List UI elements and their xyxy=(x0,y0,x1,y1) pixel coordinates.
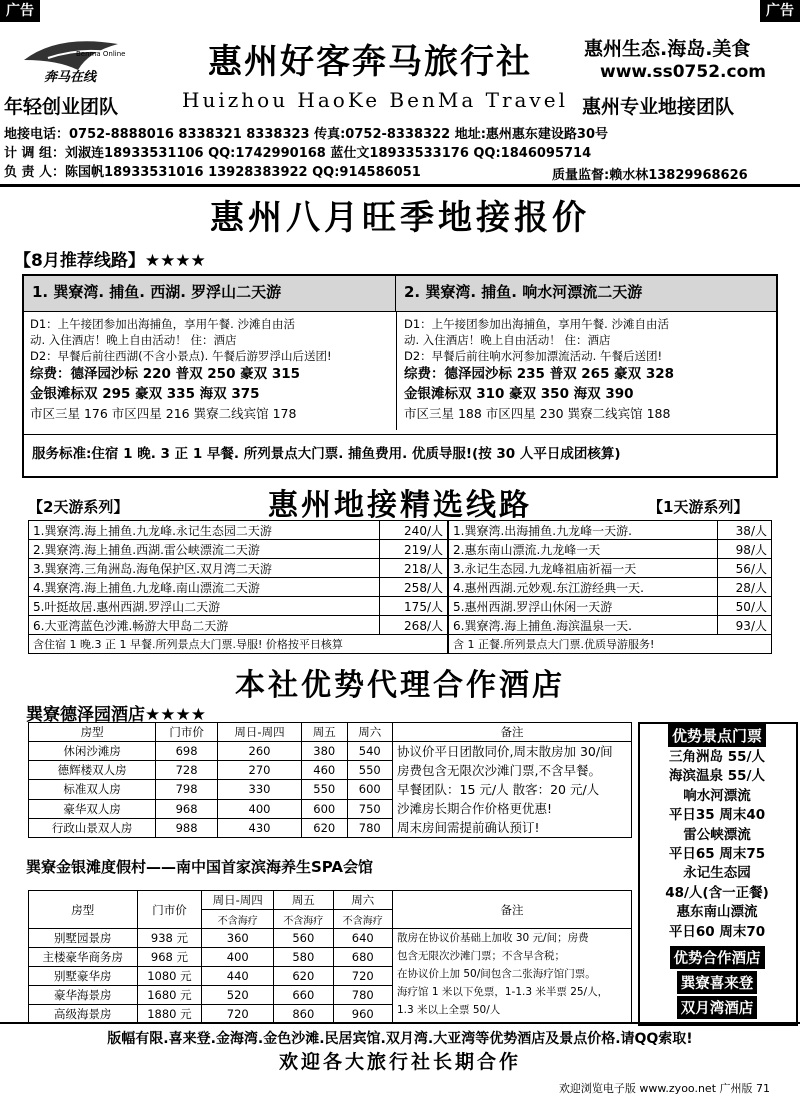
two-day-table xyxy=(28,520,448,654)
series-1-label: 【1天游系列】 xyxy=(648,498,749,516)
footer-bottom: 欢迎浏览电子版 www.zyoo.net 广州版 71 xyxy=(558,1082,770,1095)
side-line: 平日60 周末70 xyxy=(668,923,766,940)
hotel-1-cell: 750 xyxy=(347,799,393,818)
list-row xyxy=(29,597,448,616)
hotel-1-note-line: 房费包含无限次沙滩门票,不含早餐。 xyxy=(397,763,601,778)
contact-line-3: 负 责 人：陈国帆18933531016 13928383922 QQ:914586051 xyxy=(4,165,421,180)
hotel-1-note-line: 周末房间需提前确认预订! xyxy=(397,820,540,835)
hotel-1-cell: 260 xyxy=(217,742,301,761)
side-badge-wrap xyxy=(640,946,794,969)
hotel-1-cell: 330 xyxy=(217,780,301,799)
hotel-1-note-line: 协议价平日团散同价,周末散房加 30/间 xyxy=(397,744,613,759)
route-price: 175/人 xyxy=(380,597,448,616)
side-line: 海滨温泉 55/人 xyxy=(669,768,765,785)
hotel-1-header: 周六 xyxy=(347,723,393,742)
hotel-1-cell: 698 xyxy=(156,742,218,761)
route-2-d1: D1：上午接团参加出海捕鱼，享用午餐. 沙滩自由活 xyxy=(404,317,669,331)
hotel-2-cell: 968 元 xyxy=(137,948,202,967)
hotel-2-cell: 520 xyxy=(202,986,274,1005)
hotel-2-cell: 680 xyxy=(333,948,392,967)
hotel-2-note-line: 散房在协议价基础上加收 30 元/间；房费 xyxy=(397,932,589,944)
route-name: 6.巽寮湾.海上捕鱼.海滨温泉一天. xyxy=(449,616,718,635)
side-title-badge: 优势景点门票 xyxy=(668,724,766,747)
hotel-1-cell: 968 xyxy=(156,799,218,818)
hotel-1-cell: 270 xyxy=(217,761,301,780)
route-name: 2.惠东南山漂流.九龙峰一天 xyxy=(449,540,718,559)
hotel-2-cell: 560 xyxy=(274,929,333,948)
route-divider xyxy=(396,312,397,430)
route-2-d2: D2：早餐后前往响水河参加漂流活动. 午餐后送团! xyxy=(404,349,663,363)
footer-line-2: 欢迎各大旅行社长期合作 xyxy=(278,1051,521,1073)
hotel-1-cell: 988 xyxy=(156,818,218,837)
hotel-2-subheader: 不含海疗 xyxy=(274,910,333,929)
hotel-2-cell: 1680 元 xyxy=(137,986,202,1005)
hotel-1-cell: 550 xyxy=(347,761,393,780)
hotel-2-header: 周五 xyxy=(274,891,333,910)
side-badge: 巽寮喜来登 xyxy=(677,971,758,994)
series-2-label: 【2天游系列】 xyxy=(28,498,129,516)
hotel-2-header: 周六 xyxy=(333,891,392,910)
hotel-2-cell: 主楼豪华商务房 xyxy=(29,948,138,967)
hotel-1-cell: 798 xyxy=(156,780,218,799)
side-badge: 双月湾酒店 xyxy=(677,996,758,1019)
hotel-1-header: 房型 xyxy=(29,723,156,742)
hotel-1-cell: 400 xyxy=(217,799,301,818)
side-badge-wrap xyxy=(640,971,794,994)
list-row xyxy=(449,578,772,597)
side-line: 三角洲岛 55/人 xyxy=(669,749,765,765)
hotel-1-header: 周五 xyxy=(302,723,347,742)
hotel-2-cell: 1880 元 xyxy=(137,1005,202,1024)
hotel-1-note-line: 沙滩房长期合作价格更优惠! xyxy=(397,801,553,816)
hotel-1-cell: 728 xyxy=(156,761,218,780)
hotel-2-note-line: 包含无限次沙滩门票；不含早含税； xyxy=(397,950,565,962)
hotel-2-cell: 400 xyxy=(202,948,274,967)
list-row xyxy=(449,597,772,616)
list-row xyxy=(449,559,772,578)
hotel-2-cell: 高级海景房 xyxy=(29,1005,138,1024)
route-1-price-2: 金银滩标双 295 豪双 335 海双 375 xyxy=(30,386,260,402)
route-name: 3.永记生态园.九龙峰祖庙祈福一天 xyxy=(449,559,718,578)
hotel-1-cell: 780 xyxy=(347,818,393,837)
list-row xyxy=(449,540,772,559)
hotel-2-subheader: 不含海疗 xyxy=(333,910,392,929)
hotel-2-cell: 1080 元 xyxy=(137,967,202,986)
hotel-1-note xyxy=(393,742,632,838)
route-1-price-1: 综费：德泽园沙标 220 普双 250 豪双 315 xyxy=(30,366,301,382)
hotel-2-cell: 660 xyxy=(274,986,333,1005)
hotel-1-header: 备注 xyxy=(393,723,632,742)
route-2-price-2: 金银滩标双 310 豪双 350 海双 390 xyxy=(404,386,634,402)
list-row xyxy=(449,616,772,635)
side-badge: 优势合作酒店 xyxy=(670,946,765,969)
route-name: 3.巽寮湾.三角洲岛.海龟保护区.双月湾二天游 xyxy=(29,559,380,578)
logo-text: 奔马在线 xyxy=(44,70,97,85)
recommend-label: 【8月推荐线路】★★★★ xyxy=(14,251,206,271)
one-day-note: 含 1 正餐.所列景点大门票.优质导游服务! xyxy=(449,635,772,654)
route-name: 5.惠州西湖.罗浮山休闲一天游 xyxy=(449,597,718,616)
website: www.ss0752.com xyxy=(600,62,766,82)
ad-tag-right: 广告 xyxy=(760,0,800,22)
route-price: 218/人 xyxy=(380,559,448,578)
hotel-2-table xyxy=(28,890,632,1024)
route-name: 4.巽寮湾.海上捕鱼.九龙峰.南山漂流二天游 xyxy=(29,578,380,597)
hotel-1-cell: 行政山景双人房 xyxy=(29,818,156,837)
hotel-1-cell: 430 xyxy=(217,818,301,837)
logo-small-text: Benma Online xyxy=(76,50,126,58)
route-price: 38/人 xyxy=(717,521,771,540)
list-row xyxy=(449,521,772,540)
hotel-2-row xyxy=(29,929,632,948)
hotel-1-row xyxy=(29,742,632,761)
main-title: 惠州八月旺季地接报价 xyxy=(210,198,590,238)
hotel-2-cell: 620 xyxy=(274,967,333,986)
service-divider xyxy=(24,434,776,435)
hotel-2-cell: 640 xyxy=(333,929,392,948)
hotel-2-note-line: 在协议价上加 50/间包含二张海疗馆门票。 xyxy=(397,968,596,980)
route-price: 268/人 xyxy=(380,616,448,635)
side-line: 永记生态园 xyxy=(683,865,751,882)
hotel-1-cell: 标准双人房 xyxy=(29,780,156,799)
route-price: 219/人 xyxy=(380,540,448,559)
recommend-box xyxy=(22,274,778,478)
route-1-d1: D1：上午接团参加出海捕鱼，享用午餐. 沙滩自由活 xyxy=(30,317,295,331)
route-name: 6.大亚湾蓝色沙滩.畅游大甲岛二天游 xyxy=(29,616,380,635)
service-standard: 服务标准:住宿 1 晚. 3 正 1 早餐. 所列景点大门票. 捕鱼费用. 优质导服!(按 30 人平日成团核算) xyxy=(32,446,621,462)
route-1-title: 1. 巽寮湾. 捕鱼. 西湖. 罗浮山二天游 xyxy=(24,276,396,312)
side-line: 响水河漂流 xyxy=(683,787,751,804)
hotel-2-header: 备注 xyxy=(393,891,632,929)
list-row xyxy=(29,616,448,635)
route-price: 56/人 xyxy=(717,559,771,578)
route-name: 2.巽寮湾.海上捕鱼.西湖.雷公峡漂流二天游 xyxy=(29,540,380,559)
hotel-2-cell: 720 xyxy=(202,1005,274,1024)
side-title xyxy=(640,724,794,747)
select-title: 惠州地接精选线路 xyxy=(268,488,532,523)
side-badge-wrap xyxy=(640,996,794,1019)
hotel-2-cell: 440 xyxy=(202,967,274,986)
hotel-1-name: 巽寮德泽园酒店★★★★ xyxy=(26,705,206,725)
hotel-2-cell: 580 xyxy=(274,948,333,967)
ad-tag-left: 广告 xyxy=(0,0,40,22)
hotel-1-cell: 550 xyxy=(302,780,347,799)
quality-supervisor: 质量监督:赖水林13829968626 xyxy=(552,168,748,183)
route-price: 28/人 xyxy=(717,578,771,597)
route-price: 240/人 xyxy=(380,521,448,540)
hotel-2-cell: 别墅豪华房 xyxy=(29,967,138,986)
route-name: 1.巽寮湾.出海捕鱼.九龙峰一天游. xyxy=(449,521,718,540)
one-day-table xyxy=(448,520,772,654)
hotel-1-cell: 600 xyxy=(347,780,393,799)
logo xyxy=(18,30,138,84)
route-name: 5.叶挺故居.惠州西湖.罗浮山二天游 xyxy=(29,597,380,616)
hotel-2-name: 巽寮金银滩度假村——南中国首家滨海养生SPA会馆 xyxy=(26,858,374,876)
hotel-1-header: 门市价 xyxy=(156,723,218,742)
route-name: 1.巽寮湾.海上捕鱼.九龙峰.永记生态园二天游 xyxy=(29,521,380,540)
hotel-1-note-line: 早餐团队：15 元/人 散客：20 元/人 xyxy=(397,782,600,797)
contact-line-1: 地接电话：0752-8888016 8338321 8338323 传真:0752-8338322 地址:惠州惠东建设路30号 xyxy=(4,127,609,142)
route-price: 98/人 xyxy=(717,540,771,559)
route-1-price-3: 市区三星 176 市区四星 216 巽寮二线宾馆 178 xyxy=(30,406,297,421)
route-price: 93/人 xyxy=(717,616,771,635)
hotel-2-cell: 860 xyxy=(274,1005,333,1024)
hotel-2-cell: 938 元 xyxy=(137,929,202,948)
hotel-title: 本社优势代理合作酒店 xyxy=(235,668,565,703)
hotel-2-cell: 780 xyxy=(333,986,392,1005)
hotel-2-cell: 360 xyxy=(202,929,274,948)
route-2-d1b: 动. 入住酒店！晚上自由活动！ 住：酒店 xyxy=(404,333,611,347)
hotel-1-cell: 德辉楼双人房 xyxy=(29,761,156,780)
side-line: 48/人(含一正餐) xyxy=(665,884,769,901)
hotel-2-header: 周日-周四 xyxy=(202,891,274,910)
hotel-1-cell: 豪华双人房 xyxy=(29,799,156,818)
hotel-1-cell: 540 xyxy=(347,742,393,761)
route-1-body xyxy=(30,316,392,424)
route-2-title: 2. 巽寮湾. 捕鱼. 响水河漂流二天游 xyxy=(396,276,776,312)
route-2-price-1: 综费：德泽园沙标 235 普双 265 豪双 328 xyxy=(404,366,675,382)
route-2-body xyxy=(404,316,770,424)
hotel-2-note xyxy=(393,929,632,1024)
hotel-1-cell: 600 xyxy=(302,799,347,818)
list-row xyxy=(29,540,448,559)
brand-name: 惠州好客奔马旅行社 xyxy=(208,42,532,82)
hotel-1-cell: 620 xyxy=(302,818,347,837)
side-badges xyxy=(640,944,794,1021)
slogan-right-1: 惠州生态.海岛.美食 xyxy=(584,38,751,60)
hotel-2-cell: 豪华海景房 xyxy=(29,986,138,1005)
footer-line-1: 版幅有限.喜来登.金海湾.金色沙滩.民居宾馆.双月湾.大亚湾等优势酒店及景点价格.请QQ索取! xyxy=(107,1031,693,1047)
hotel-2-header: 门市价 xyxy=(137,891,202,929)
list-row xyxy=(29,559,448,578)
hotel-1-cell: 460 xyxy=(302,761,347,780)
hotel-2-cell: 960 xyxy=(333,1005,392,1024)
side-line: 雷公峡漂流 xyxy=(683,826,751,843)
hotel-2-cell: 别墅园景房 xyxy=(29,929,138,948)
divider xyxy=(0,184,800,187)
hotel-1-cell: 380 xyxy=(302,742,347,761)
hotel-1-table xyxy=(28,722,632,838)
slogan-right-2: 惠州专业地接团队 xyxy=(582,96,735,118)
side-lines xyxy=(640,748,794,942)
route-2-price-3: 市区三星 188 市区四星 230 巽寮二线宾馆 188 xyxy=(404,406,671,421)
route-name: 4.惠州西湖.元妙观.东江游经典一天. xyxy=(449,578,718,597)
side-line: 惠东南山漂流 xyxy=(676,904,758,921)
slogan-left: 年轻创业团队 xyxy=(4,96,119,118)
two-day-note: 含住宿 1 晚.3 正 1 早餐.所列景点大门票.导服! 价格按平日核算 xyxy=(29,635,448,654)
side-line: 平日65 周末75 xyxy=(668,846,766,863)
list-row xyxy=(29,578,448,597)
hotel-2-cell: 720 xyxy=(333,967,392,986)
route-1-d2: D2：早餐后前往西湖(不含小景点). 午餐后游罗浮山后送团! xyxy=(30,349,332,363)
brand-english: Huizhou HaoKe BenMa Travel xyxy=(182,88,568,112)
footer-divider xyxy=(0,1022,800,1024)
hotel-1-header: 周日-周四 xyxy=(217,723,301,742)
list-row xyxy=(29,521,448,540)
hotel-2-subheader: 不含海疗 xyxy=(202,910,274,929)
hotel-2-note-line: 海疗馆 1 米以下免票，1-1.3 米半票 25/人， xyxy=(397,986,609,998)
route-1-d1b: 动. 入住酒店！晚上自由活动！ 住：酒店 xyxy=(30,333,237,347)
route-price: 258/人 xyxy=(380,578,448,597)
hotel-2-note-line: 1.3 米以上全票 50/人 xyxy=(397,1004,501,1016)
route-price: 50/人 xyxy=(717,597,771,616)
hotel-2-header: 房型 xyxy=(29,891,138,929)
hotel-1-cell: 休闲沙滩房 xyxy=(29,742,156,761)
side-line: 平日35 周末40 xyxy=(668,807,766,824)
contact-line-2: 计 调 组：刘淑连18933531106 QQ:1742990168 蓝仕文18933533176 QQ:1846095714 xyxy=(4,146,592,161)
